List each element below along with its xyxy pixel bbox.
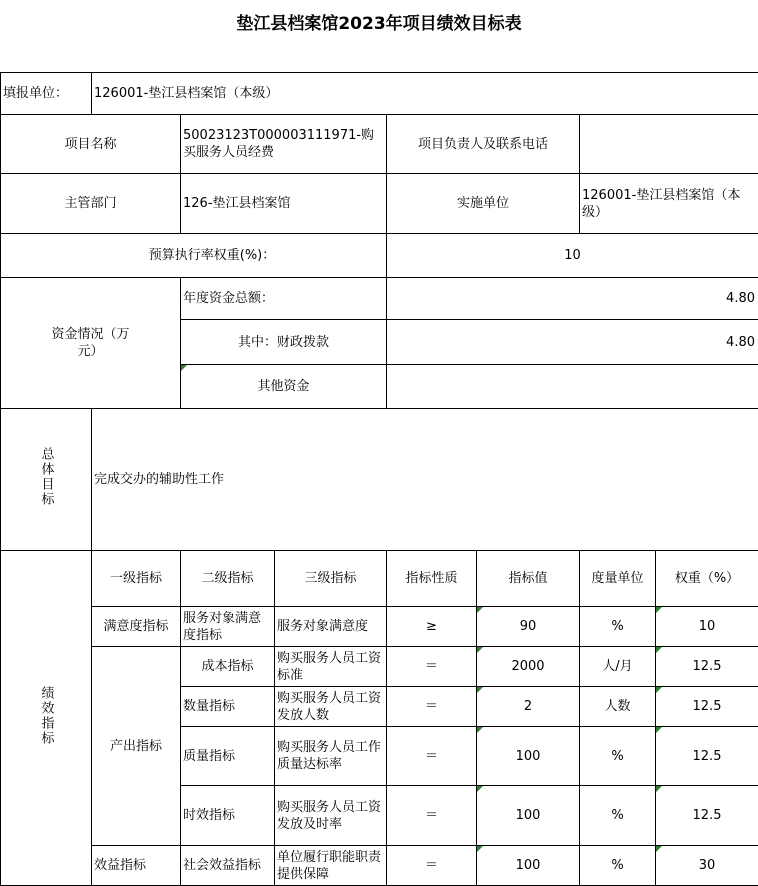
level2-cell: 成本指标: [181, 647, 275, 687]
unit-cell: %: [580, 846, 656, 886]
weight-cell: 12.5: [656, 727, 758, 786]
weight-cell: 12.5: [656, 647, 758, 687]
value-cell: 2000: [477, 647, 580, 687]
table-row: [1, 846, 758, 886]
table-row: [1, 647, 758, 687]
page-title: 垫江县档案馆2023年项目绩效目标表: [0, 0, 758, 43]
funds-fiscal-value: 4.80: [387, 320, 758, 365]
overall-goal-label-text: 总体目标: [38, 447, 55, 507]
overall-goal-row: [1, 409, 758, 551]
project-name-value: 50023123T000003111971-购买服务人员经费: [181, 115, 387, 174]
level2-cell: 数量指标: [181, 687, 275, 727]
nature-cell: ＝: [387, 846, 477, 886]
level3-cell: 购买服务人员工资标准: [275, 647, 387, 687]
level1-benefit: 效益指标: [92, 846, 181, 886]
overall-goal-text: 完成交办的辅助性工作: [92, 409, 758, 551]
overall-goal-label: [1, 409, 92, 551]
header-level2: 二级指标: [181, 551, 275, 607]
header-value: 指标值: [477, 551, 580, 607]
unit-value: 126001-垫江县档案馆（本级）: [92, 73, 758, 115]
impl-unit-value: 126001-垫江县档案馆（本级）: [580, 174, 758, 234]
header-level1: 一级指标: [92, 551, 181, 607]
impl-unit-label: 实施单位: [387, 174, 580, 234]
indicator-header-row: [1, 551, 758, 607]
level1-output: 产出指标: [92, 647, 181, 846]
level3-cell: 服务对象满意度: [275, 607, 387, 647]
value-cell: 2: [477, 687, 580, 727]
level2-cell: 时效指标: [181, 786, 275, 846]
funds-label: [1, 278, 181, 409]
budget-rate-value: 10: [387, 234, 758, 278]
level3-cell: 购买服务人员工资发放人数: [275, 687, 387, 727]
performance-table: [0, 72, 758, 886]
weight-cell: 10: [656, 607, 758, 647]
funds-total-value: 4.80: [387, 278, 758, 320]
spacer-row: [0, 42, 758, 73]
level3-cell: 购买服务人员工作质量达标率: [275, 727, 387, 786]
funds-total-row: [1, 278, 758, 320]
project-name-label: 项目名称: [1, 115, 181, 174]
header-level3: 三级指标: [275, 551, 387, 607]
weight-cell: 30: [656, 846, 758, 886]
weight-cell: 12.5: [656, 786, 758, 846]
nature-cell: ＝: [387, 786, 477, 846]
value-cell: 100: [477, 846, 580, 886]
header-weight: 权重（%）: [656, 551, 758, 607]
funds-fiscal-label: 其中：财政拨款: [181, 320, 387, 365]
budget-rate-label: 预算执行率权重(%)：: [1, 234, 387, 278]
level2-cell: 服务对象满意度指标: [181, 607, 275, 647]
nature-cell: ＝: [387, 647, 477, 687]
level3-cell: 购买服务人员工资发放及时率: [275, 786, 387, 846]
value-cell: 90: [477, 607, 580, 647]
level3-cell: 单位履行职能职责提供保障: [275, 846, 387, 886]
dept-value: 126-垫江县档案馆: [181, 174, 387, 234]
value-cell: 100: [477, 727, 580, 786]
unit-cell: %: [580, 607, 656, 647]
level2-cell: 质量指标: [181, 727, 275, 786]
funds-other-label: 其他资金: [181, 365, 387, 409]
unit-cell: 人数: [580, 687, 656, 727]
table-row: [1, 607, 758, 647]
unit-row: [1, 73, 758, 115]
perf-label: [1, 551, 92, 886]
value-cell: 100: [477, 786, 580, 846]
header-unit: 度量单位: [580, 551, 656, 607]
nature-cell: ＝: [387, 687, 477, 727]
funds-label-text: 资金情况（万元）: [51, 326, 131, 360]
perf-label-text: 绩效指标: [38, 686, 55, 746]
unit-label: 填报单位：: [1, 73, 92, 115]
level2-cell: 社会效益指标: [181, 846, 275, 886]
unit-cell: %: [580, 727, 656, 786]
dept-label: 主管部门: [1, 174, 181, 234]
nature-cell: ＝: [387, 727, 477, 786]
dept-row: [1, 174, 758, 234]
header-nature: 指标性质: [387, 551, 477, 607]
contact-label: 项目负责人及联系电话: [387, 115, 580, 174]
funds-other-value: [387, 365, 758, 409]
level1-satisfaction: 满意度指标: [92, 607, 181, 647]
project-row: [1, 115, 758, 174]
unit-cell: 人/月: [580, 647, 656, 687]
contact-value: [580, 115, 758, 174]
funds-total-label: 年度资金总额：: [181, 278, 387, 320]
unit-cell: %: [580, 786, 656, 846]
weight-cell: 12.5: [656, 687, 758, 727]
budget-rate-row: [1, 234, 758, 278]
nature-cell: ≥: [387, 607, 477, 647]
